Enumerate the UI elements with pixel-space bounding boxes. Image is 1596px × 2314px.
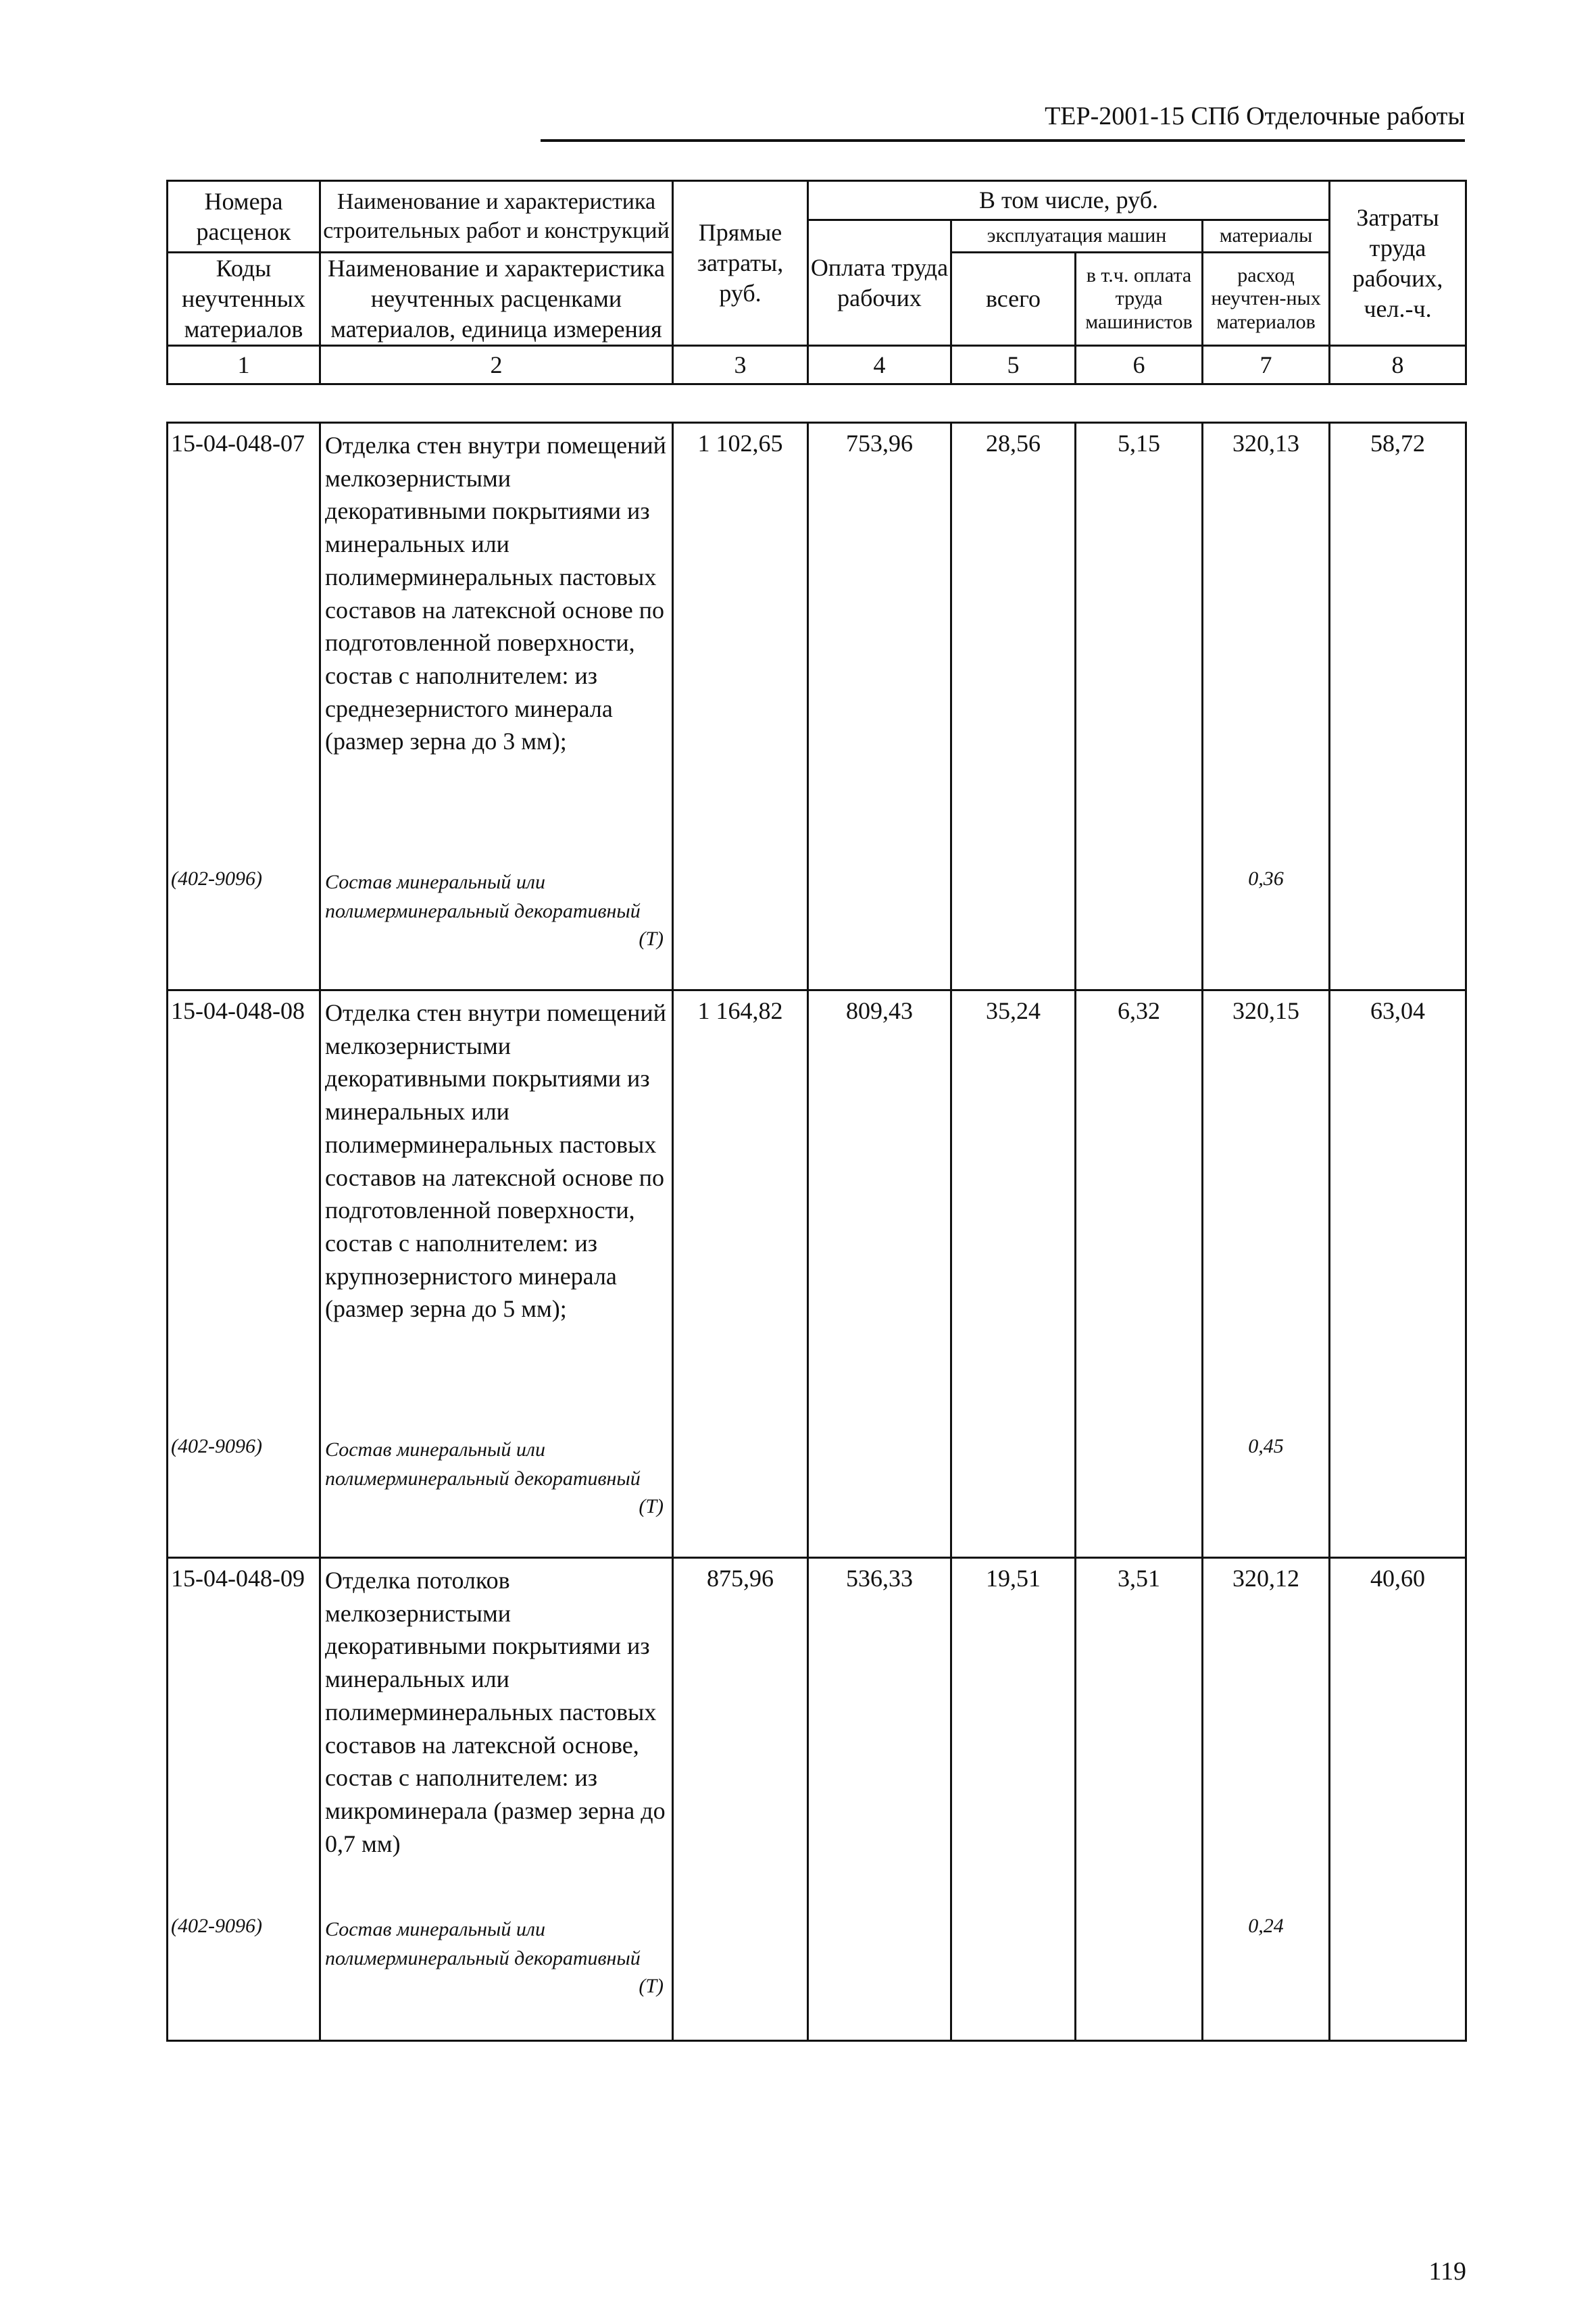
- material-code: (402-9096): [168, 1423, 320, 1558]
- table-row: [168, 423, 1466, 855]
- labor-pay: 536,33: [808, 1558, 951, 1903]
- labor-hours: 40,60: [1330, 1558, 1466, 1903]
- header-unaccounted-materials: расход неучтен-ных материалов: [1203, 253, 1330, 346]
- column-number: 5: [951, 346, 1076, 384]
- empty-cell: [673, 1903, 808, 2041]
- header-work-name: Наименование и характеристика строительных работ и конструкций: [320, 181, 673, 253]
- direct-costs: 1 164,82: [673, 990, 808, 1423]
- material-unit: (Т): [639, 1494, 664, 1517]
- material-cell: [320, 855, 673, 990]
- header-labor-hours: Затраты труда рабочих, чел.-ч.: [1330, 181, 1466, 346]
- empty-cell: [808, 1903, 951, 2041]
- labor-pay: 809,43: [808, 990, 951, 1423]
- material-code: (402-9096): [168, 1903, 320, 2041]
- material-name: Состав минеральный или полимерминеральный декоративный: [325, 870, 641, 922]
- empty-cell: [1330, 1903, 1466, 2041]
- table-header: [166, 180, 1467, 385]
- labor-hours: 63,04: [1330, 990, 1466, 1423]
- materials-cost: 320,13: [1203, 423, 1330, 855]
- empty-cell: [951, 1423, 1076, 1558]
- column-number: 2: [320, 346, 673, 384]
- machines-total: 19,51: [951, 1558, 1076, 1903]
- material-row: [168, 1423, 1466, 1558]
- header-labor-pay: Оплата труда рабочих: [808, 220, 951, 346]
- rates-table: [166, 422, 1467, 2042]
- header-machines: эксплуатация машин: [951, 220, 1203, 253]
- table-row: [168, 990, 1466, 1423]
- material-quantity: 0,45: [1203, 1423, 1330, 1558]
- labor-pay: 753,96: [808, 423, 951, 855]
- machines-total: 35,24: [951, 990, 1076, 1423]
- header-rate-numbers: Номера расценок: [168, 181, 320, 253]
- rate-code: 15-04-048-08: [168, 990, 320, 1423]
- machinist-pay: 6,32: [1076, 990, 1203, 1423]
- page-number: 119: [1428, 2257, 1466, 2286]
- empty-cell: [951, 855, 1076, 990]
- empty-cell: [1076, 1423, 1203, 1558]
- header-material-codes: Коды неучтенных материалов: [168, 253, 320, 346]
- empty-cell: [1076, 855, 1203, 990]
- column-number: 6: [1076, 346, 1203, 384]
- machinist-pay: 3,51: [1076, 1558, 1203, 1903]
- empty-cell: [1330, 855, 1466, 990]
- material-code: (402-9096): [168, 855, 320, 990]
- material-name: Состав минеральный или полимерминеральный декоративный: [325, 1438, 641, 1490]
- column-number: 1: [168, 346, 320, 384]
- material-row: [168, 1903, 1466, 2041]
- document-title: ТЕР-2001-15 СПб Отделочные работы: [1045, 102, 1465, 130]
- empty-cell: [1076, 1903, 1203, 2041]
- column-number: 8: [1330, 346, 1466, 384]
- empty-cell: [1330, 1423, 1466, 1558]
- materials-cost: 320,12: [1203, 1558, 1330, 1903]
- direct-costs: 1 102,65: [673, 423, 808, 855]
- header-materials: материалы: [1203, 220, 1330, 253]
- machines-total: 28,56: [951, 423, 1076, 855]
- table-row: [168, 1558, 1466, 1903]
- column-number: 7: [1203, 346, 1330, 384]
- labor-hours: 58,72: [1330, 423, 1466, 855]
- work-description: Отделка потолков мелкозернистыми декоративными покрытиями из минеральных или полимерминеральных пастовых составов на латексной основе, состав с наполнителем: из микроминерала (размер зерна до 0,7 мм): [320, 1558, 673, 1903]
- machinist-pay: 5,15: [1076, 423, 1203, 855]
- empty-cell: [808, 855, 951, 990]
- material-unit: (Т): [639, 927, 664, 950]
- material-cell: [320, 1423, 673, 1558]
- column-number: 4: [808, 346, 951, 384]
- work-description: Отделка стен внутри помещений мелкозернистыми декоративными покрытиями из минеральных или полимерминеральных пастовых составов на латексной основе по подготовленной поверхности, состав с наполнителем: из среднезернистого минерала (размер зерна до 3 мм);: [320, 423, 673, 855]
- header-machinist-pay: в т.ч. оплата труда машинистов: [1076, 253, 1203, 346]
- rate-code: 15-04-048-09: [168, 1558, 320, 1903]
- header-direct-costs: Прямые затраты, руб.: [673, 181, 808, 346]
- empty-cell: [808, 1423, 951, 1558]
- header-including: В том числе, руб.: [808, 181, 1330, 220]
- material-name: Состав минеральный или полимерминеральный декоративный: [325, 1917, 641, 1969]
- header-machines-total: всего: [951, 253, 1076, 346]
- empty-cell: [673, 1423, 808, 1558]
- empty-cell: [673, 855, 808, 990]
- header-rule: [541, 139, 1465, 142]
- empty-cell: [951, 1903, 1076, 2041]
- rate-code: 15-04-048-07: [168, 423, 320, 855]
- direct-costs: 875,96: [673, 1558, 808, 1903]
- work-description: Отделка стен внутри помещений мелкозернистыми декоративными покрытиями из минеральных или полимерминеральных пастовых составов на латексной основе по подготовленной поверхности, состав с наполнителем: из крупнозернистого минерала (размер зерна до 5 мм);: [320, 990, 673, 1423]
- column-number: 3: [673, 346, 808, 384]
- materials-cost: 320,15: [1203, 990, 1330, 1423]
- material-quantity: 0,36: [1203, 855, 1330, 990]
- material-unit: (Т): [639, 1974, 664, 1997]
- header-material-names: Наименование и характеристика неучтенных расценками материалов, единица измерения: [320, 253, 673, 346]
- material-quantity: 0,24: [1203, 1903, 1330, 2041]
- material-row: [168, 855, 1466, 990]
- material-cell: [320, 1903, 673, 2041]
